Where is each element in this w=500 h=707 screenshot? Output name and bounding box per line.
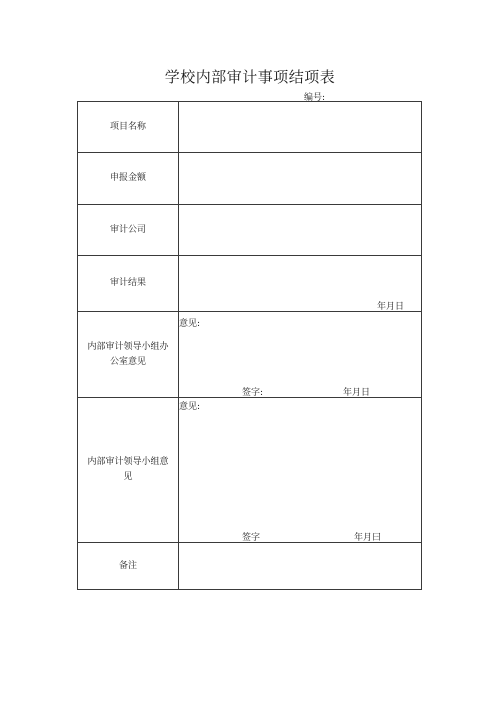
row-group-opinion (78, 398, 421, 543)
office-signature-label: 签字: (242, 388, 264, 398)
office-opinion-field[interactable] (179, 312, 421, 397)
row-declared-amount (78, 153, 421, 205)
office-opinion-date: 年月日 (343, 388, 371, 398)
office-opinion-prefix: 意见: (179, 319, 201, 329)
audit-company-label: 审计公司 (78, 205, 179, 255)
audit-result-date: 年月日 (377, 302, 405, 312)
declared-amount-field[interactable] (179, 153, 421, 204)
project-name-field[interactable] (179, 102, 421, 152)
project-name-label: 项目名称 (78, 102, 179, 152)
row-office-opinion (78, 312, 421, 398)
form-title: 学校内部审计事项结项表 (164, 68, 336, 86)
declared-amount-label: 申报金额 (78, 153, 179, 204)
remarks-field[interactable] (179, 543, 421, 589)
row-project-name (78, 102, 421, 153)
audit-completion-form (77, 101, 422, 590)
audit-company-field[interactable] (179, 205, 421, 255)
group-opinion-date: 年月曰 (354, 533, 382, 543)
serial-number-label: 编号: (304, 93, 326, 103)
row-remarks (78, 543, 421, 589)
office-opinion-label: 内部审计领导小组办公室意见 (78, 312, 179, 397)
row-audit-company (78, 205, 421, 256)
group-opinion-field[interactable] (179, 398, 421, 542)
remarks-label: 备注 (78, 543, 179, 589)
group-opinion-label: 内部审计领导小组意见 (78, 398, 179, 542)
group-signature-label: 签字 (242, 533, 261, 543)
row-audit-result (78, 256, 421, 312)
group-opinion-prefix: 意见: (179, 402, 201, 412)
audit-result-label: 审计结果 (78, 256, 179, 311)
audit-result-field[interactable] (179, 256, 421, 311)
